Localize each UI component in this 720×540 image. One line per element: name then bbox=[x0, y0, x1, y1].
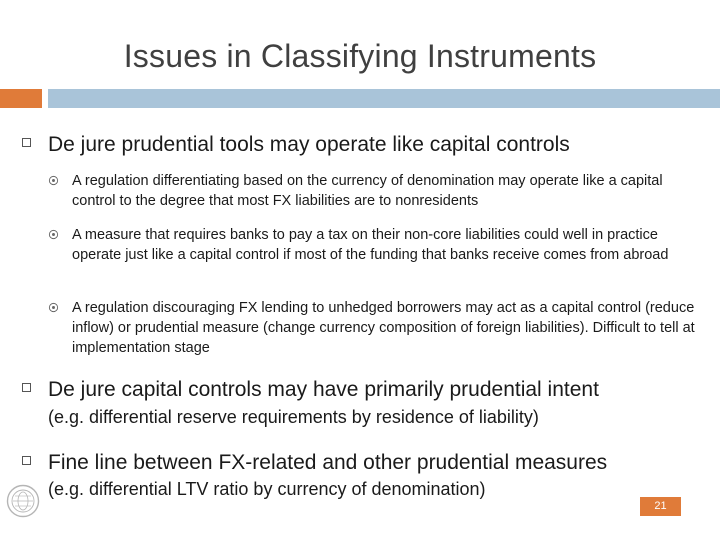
square-bullet-icon bbox=[22, 456, 31, 465]
bullet-3 bbox=[48, 451, 607, 475]
circle-bullet-icon bbox=[48, 302, 59, 313]
subbullet-2-text: A measure that requires banks to pay a tax on their non-core liabilities could well in practice operate just like a capital control if most of the funding that banks receive comes from abroad bbox=[72, 227, 669, 263]
bullet-2-note: (e.g. differential reserve requirements by residence of liability) bbox=[48, 407, 539, 427]
subbullet-2 bbox=[72, 225, 698, 265]
bullet-2-text: De jure capital controls may have primarily prudential intent bbox=[48, 378, 599, 401]
square-bullet-icon bbox=[22, 383, 31, 392]
subbullet-1 bbox=[72, 171, 698, 211]
square-bullet-icon bbox=[22, 138, 31, 147]
accent-bar-blue bbox=[48, 89, 720, 108]
subbullet-3-text: A regulation discouraging FX lending to unhedged borrowers may act as a capital control (reduce inflow) or prudential measure (change currency composition of foreign liabilities). Difficult to tell at implementation stage bbox=[72, 300, 695, 356]
page-number: 21 bbox=[640, 497, 681, 516]
circle-bullet-icon bbox=[48, 175, 59, 186]
accent-bar-orange bbox=[0, 89, 42, 108]
bullet-1 bbox=[48, 133, 570, 157]
bullet-1-text: De jure prudential tools may operate like capital controls bbox=[48, 133, 570, 156]
slide-title: Issues in Classifying Instruments bbox=[123, 38, 597, 74]
subbullet-1-text: A regulation differentiating based on the currency of denomination may operate like a capital control to the degree that most FX liabilities are to nonresidents bbox=[72, 173, 663, 209]
bullet-2 bbox=[48, 378, 599, 402]
bullet-3-note: (e.g. differential LTV ratio by currency of denomination) bbox=[48, 479, 486, 499]
circle-bullet-icon bbox=[48, 229, 59, 240]
subbullet-3 bbox=[72, 298, 698, 358]
bullet-3-text: Fine line between FX-related and other prudential measures bbox=[48, 451, 608, 474]
imf-seal-logo bbox=[6, 484, 40, 518]
